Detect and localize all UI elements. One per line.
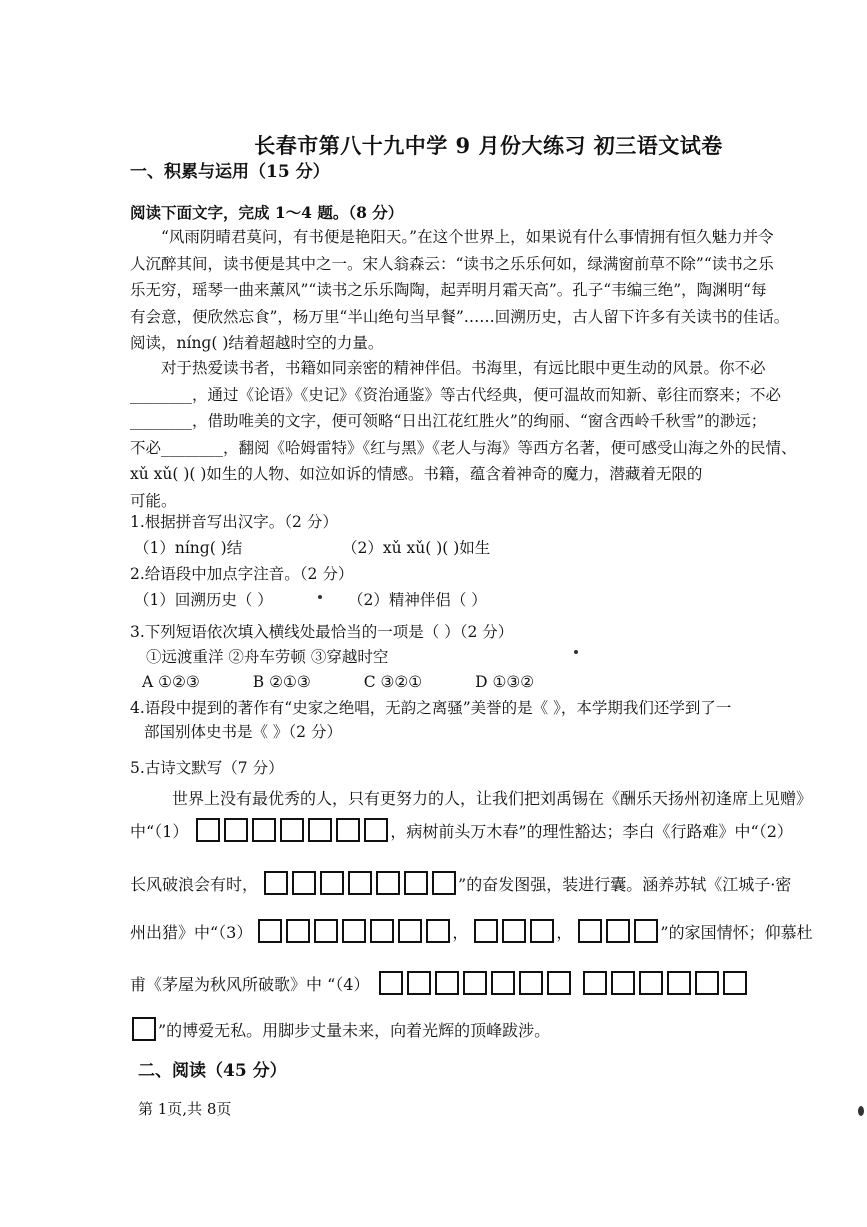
answer-boxes-5[interactable] — [576, 919, 660, 943]
answer-box[interactable] — [292, 871, 316, 895]
passage-line: 有会意，便欣然忘食”，杨万里“半山绝句当早餐”……回溯历史，古人留下许多有关读书的佳话。 — [130, 307, 790, 326]
scan-speck — [858, 1106, 864, 1116]
scan-speck — [574, 650, 578, 654]
answer-box[interactable] — [519, 971, 543, 995]
passage-line: 乐无穷，瑶琴一曲来薰风”“读书之乐乐陶陶，起弄明月霜天高”。孔子“韦编三绝”，陶渊明“每 — [130, 281, 767, 299]
answer-boxes-8[interactable] — [130, 1017, 158, 1041]
question-1-blank-b[interactable]: （2）xǔ xǔ( )( )如生 — [342, 539, 491, 557]
answer-box[interactable] — [530, 919, 554, 943]
page-footer: 第 1页,共 8页 — [138, 1100, 232, 1118]
scan-speck — [318, 595, 322, 599]
answer-boxes-1[interactable] — [194, 818, 390, 842]
answer-box[interactable] — [364, 818, 388, 842]
poem-line-3 — [130, 914, 813, 948]
reading-instruction: 阅读下面文字，完成 1～4 题。（8 分） — [130, 203, 404, 222]
answer-box[interactable] — [432, 871, 456, 895]
passage-line: “风雨阴晴君莫问，有书便是艳阳天。”在这个世界上，如果说有什么事情拥有恒久魅力并令 — [161, 228, 774, 246]
answer-boxes-3[interactable] — [256, 919, 452, 943]
answer-box[interactable] — [342, 919, 366, 943]
answer-box[interactable] — [639, 971, 663, 995]
answer-box[interactable] — [491, 971, 515, 995]
answer-box[interactable] — [196, 818, 220, 842]
answer-box[interactable] — [583, 971, 607, 995]
question-3-phrases: ①远渡重洋 ②舟车劳顿 ③穿越时空 — [146, 648, 389, 666]
answer-box[interactable] — [611, 971, 635, 995]
answer-box[interactable] — [463, 971, 487, 995]
answer-box[interactable] — [435, 971, 459, 995]
passage-paragraph-2 — [130, 355, 842, 514]
option-b[interactable]: B ②①③ — [252, 673, 311, 691]
question-5: 5.古诗文默写（7 分） — [130, 759, 284, 777]
poem-text: 中“（1） — [130, 821, 189, 841]
question-1-blank-a[interactable]: （1）nínɡ( )结 — [134, 539, 243, 557]
poem-line-5 — [130, 1012, 550, 1046]
answer-box[interactable] — [474, 919, 498, 943]
poem-text: ”的博爱无私。用脚步丈量未来，向着光辉的顶峰跋涉。 — [158, 1020, 551, 1040]
question-4-line-1: 4.语段中提到的著作有“史家之绝唱，无韵之离骚”美誉的是《 》，本学期我们还学到了一 — [130, 699, 732, 717]
answer-box[interactable] — [723, 971, 747, 995]
question-3: 3.下列短语依次填入横线处最恰当的一项是（ ）（2 分） — [130, 623, 514, 641]
poem-text: 州出猎》中“（3） — [130, 922, 253, 942]
poem-line-1 — [130, 813, 793, 847]
passage-line: 对于热爱读书者，书籍如同亲密的精神伴侣。书海里，有远比眼中更生动的风景。你不必 — [161, 359, 766, 377]
answer-boxes-2[interactable] — [262, 871, 458, 895]
answer-box[interactable] — [280, 818, 304, 842]
passage-line: 可能。 — [130, 491, 177, 510]
answer-box[interactable] — [404, 871, 428, 895]
poem-line-2 — [130, 866, 791, 900]
answer-box[interactable] — [667, 971, 691, 995]
answer-box[interactable] — [348, 871, 372, 895]
answer-box[interactable] — [370, 919, 394, 943]
answer-box[interactable] — [132, 1017, 156, 1041]
poem-text: 长风破浪会有时， — [130, 874, 259, 894]
passage-line: ________，借助唯美的文字，便可领略“日出江花红胜火”的绚丽、“窗含西岭千秋雪”的渺远； — [130, 412, 767, 430]
answer-box[interactable] — [578, 919, 602, 943]
answer-box[interactable] — [314, 919, 338, 943]
answer-box[interactable] — [224, 818, 248, 842]
answer-box[interactable] — [407, 971, 431, 995]
question-5-intro: 世界上没有最优秀的人，只有更努力的人，让我们把刘禹锡在《酬乐天扬州初逢席上见赠》 — [172, 789, 813, 808]
page-title: 长春市第八十九中学 9 月份大练习 初三语文试卷 — [254, 133, 723, 158]
answer-box[interactable] — [547, 971, 571, 995]
question-2-blank-b[interactable]: （2）精神伴侣（ ） — [348, 591, 487, 609]
option-a[interactable]: A ①②③ — [142, 673, 200, 691]
answer-boxes-6[interactable] — [377, 971, 573, 995]
passage-line: ________，通过《论语》《史记》《资治通鉴》等古代经典，便可温故而知新、彰往而察来；不必 — [130, 385, 782, 404]
question-2: 2.给语段中加点字注音。（2 分） — [130, 565, 354, 583]
answer-box[interactable] — [336, 818, 360, 842]
answer-box[interactable] — [379, 971, 403, 995]
answer-box[interactable] — [320, 871, 344, 895]
answer-box[interactable] — [502, 919, 526, 943]
answer-box[interactable] — [286, 919, 310, 943]
passage-line: 不必________，翻阅《哈姆雷特》《红与黑》《老人与海》等西方名著，便可感受山海之外的民情、 — [130, 438, 797, 457]
question-3-options — [142, 673, 582, 691]
answer-box[interactable] — [634, 919, 658, 943]
poem-text: ， — [556, 922, 573, 942]
section-heading-2: 二、阅读（45 分） — [138, 1061, 287, 1081]
question-1: 1.根据拼音写出汉字。（2 分） — [130, 513, 338, 531]
answer-box[interactable] — [258, 919, 282, 943]
poem-text: ”的家国情怀；仰慕杜 — [660, 922, 813, 942]
question-2-blank-a[interactable]: （1）回溯历史（ ） — [134, 591, 273, 609]
answer-box[interactable] — [376, 871, 400, 895]
answer-box[interactable] — [264, 871, 288, 895]
poem-text: 甫《茅屋为秋风所破歌》中 “（4） — [130, 974, 370, 994]
answer-boxes-7[interactable] — [581, 971, 749, 995]
section-heading-1: 一、积累与运用（15 分） — [130, 162, 330, 182]
answer-box[interactable] — [252, 818, 276, 842]
passage-line: 阅读，nínɡ( )结着超越时空的力量。 — [130, 334, 384, 352]
poem-text: ，病树前头万木春”的理性豁达；李白《行路难》中“（2） — [390, 821, 793, 841]
answer-box[interactable] — [398, 919, 422, 943]
option-c[interactable]: C ③②① — [363, 673, 423, 691]
answer-box[interactable] — [308, 818, 332, 842]
poem-text: ”的奋发图强，装进行囊。涵养苏轼《江城子·密 — [458, 874, 792, 894]
answer-box[interactable] — [426, 919, 450, 943]
poem-text: ， — [452, 922, 469, 942]
passage-line: xǔ xǔ( )( )如生的人物、如泣如诉的情感。书籍，蕴含着神奇的魔力，潜藏着无限的 — [130, 465, 703, 483]
passage-paragraph-1 — [130, 224, 842, 357]
answer-box[interactable] — [695, 971, 719, 995]
answer-box[interactable] — [606, 919, 630, 943]
option-d[interactable]: D ①③② — [475, 673, 535, 691]
poem-line-4 — [130, 966, 749, 1000]
passage-line: 人沉醉其间，读书便是其中之一。宋人翁森云：“读书之乐乐何如，绿满窗前草不除”“读书之乐 — [130, 254, 774, 273]
question-4-line-2: 部国别体史书是《 》（2 分） — [144, 723, 342, 741]
answer-boxes-4[interactable] — [472, 919, 556, 943]
